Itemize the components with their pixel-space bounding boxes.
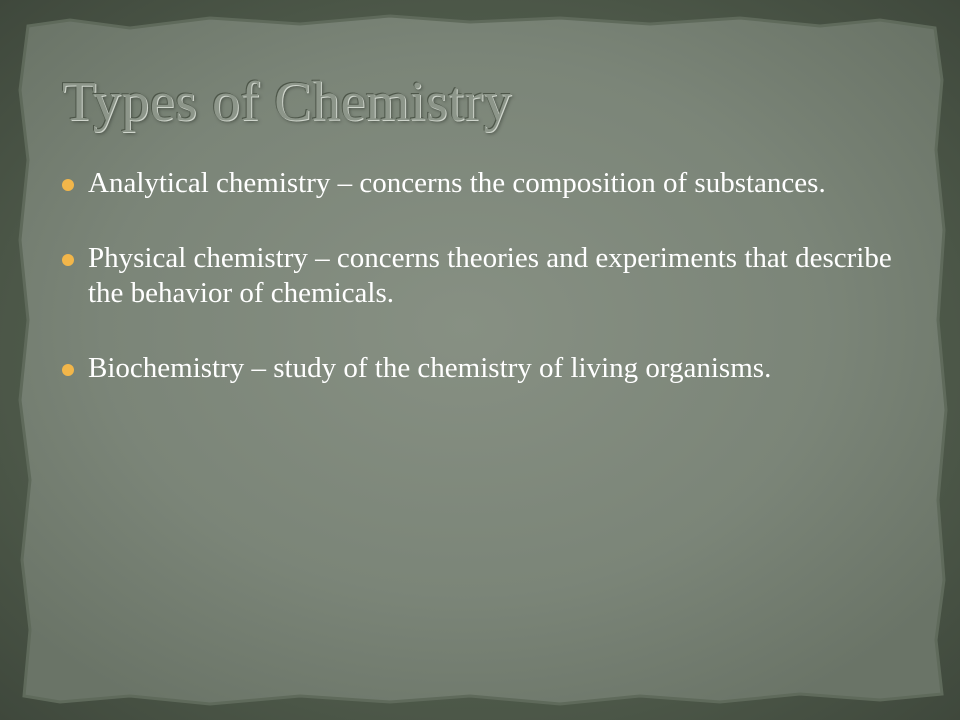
slide-title: Types of Chemistry — [62, 71, 512, 133]
bullet-physical — [62, 241, 892, 311]
bullet-text: Analytical chemistry – concerns the composition of substances. — [88, 167, 826, 199]
bullet-analytical — [62, 166, 892, 201]
bullet-dot-icon — [62, 254, 74, 266]
bullet-dot-icon — [62, 179, 74, 191]
bullet-list — [62, 166, 892, 426]
bullet-dot-icon — [62, 364, 74, 376]
bullet-biochemistry — [62, 351, 892, 386]
bullet-text: Physical chemistry – concerns theories and experiments that describe the behavior of chemicals. — [88, 242, 892, 309]
bullet-text: Biochemistry – study of the chemistry of living organisms. — [88, 352, 772, 384]
